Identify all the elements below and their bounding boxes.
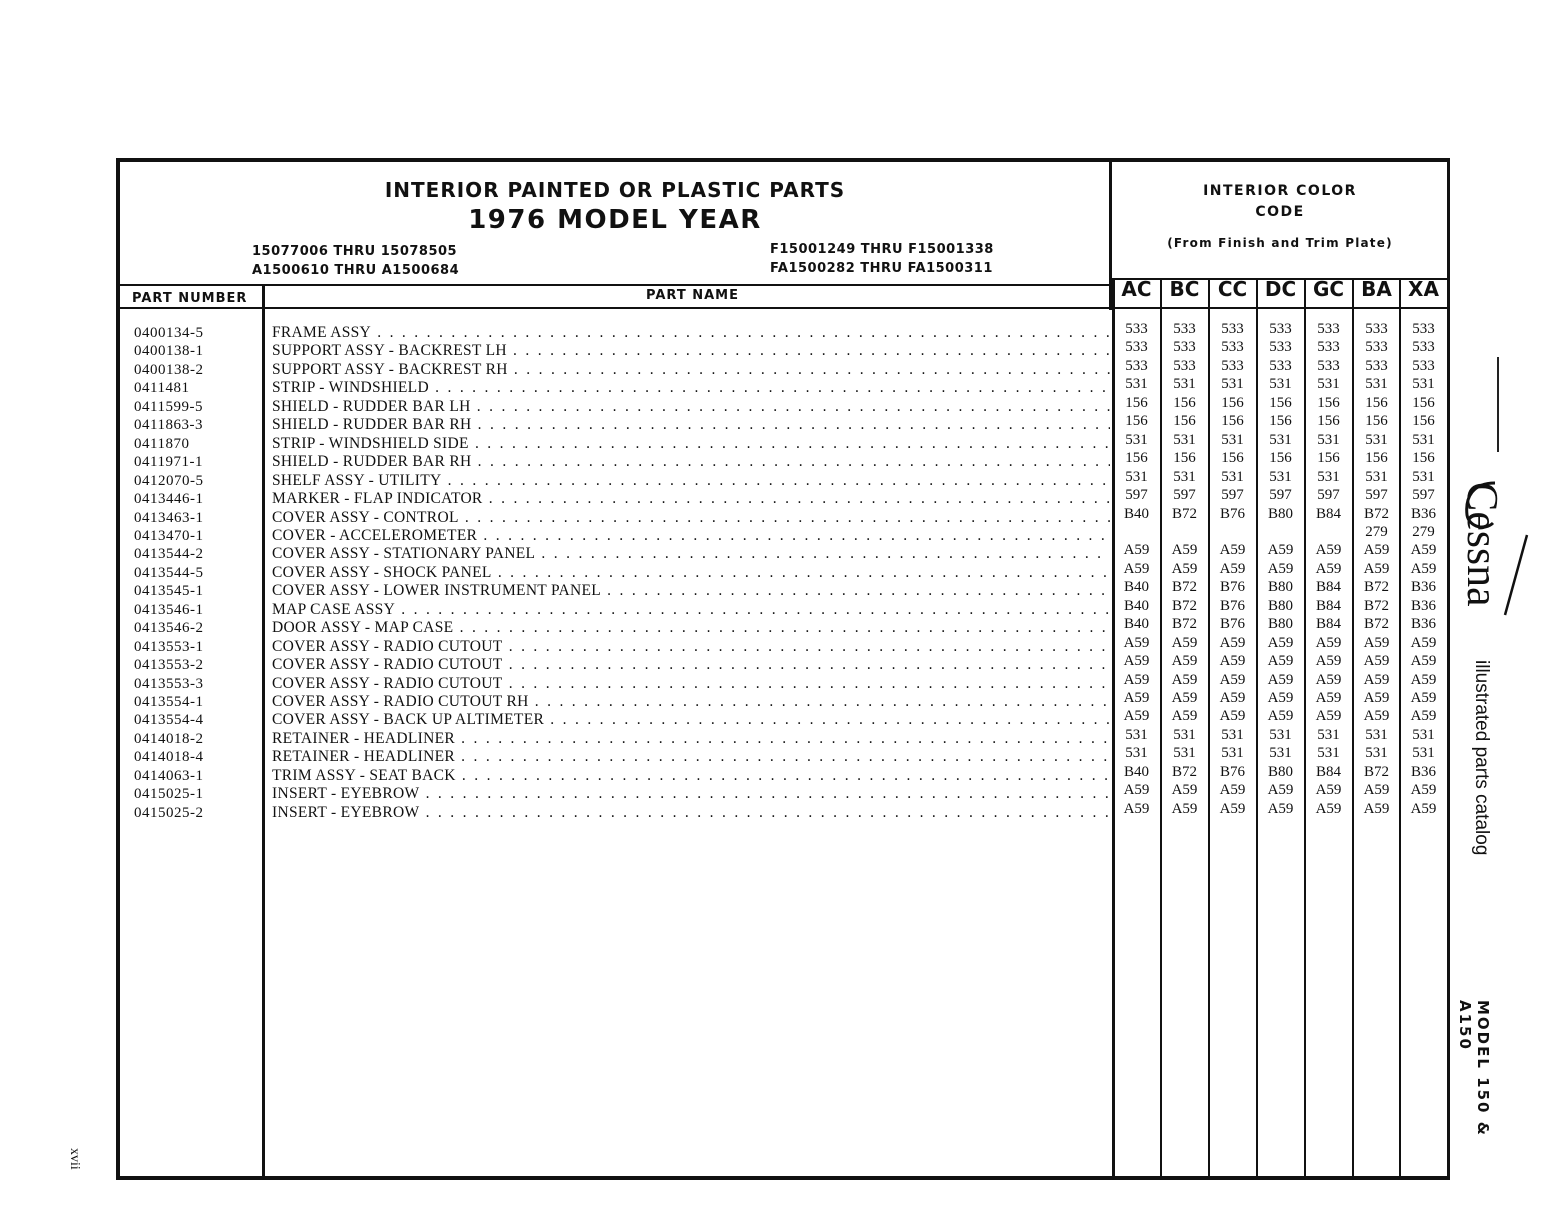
color-code-cell-bc: A59: [1171, 690, 1198, 706]
color-code-cell-ac: A59: [1123, 653, 1150, 670]
code-header-ba: BA: [1361, 277, 1392, 301]
color-code-cell-ba: B72: [1363, 579, 1389, 596]
color-code-cell-dc: A59: [1267, 708, 1294, 725]
color-code-cell-ac: A59: [1123, 542, 1150, 559]
color-code-cell-cc: 531: [1221, 468, 1244, 485]
color-code-cell-cc: A59: [1219, 708, 1246, 725]
color-code-cell-ac: 156: [1125, 450, 1148, 467]
color-code-cell-gc: B84: [1315, 616, 1341, 633]
color-code-cell-dc: 531: [1269, 726, 1292, 743]
part-name-cell: RETAINER - HEADLINER . . .: [272, 730, 1110, 748]
color-code-title: INTERIOR COLOR: [1203, 183, 1357, 199]
part-number-cell: 0415025-2: [134, 804, 204, 821]
part-number-cell: 0413446-1: [134, 491, 204, 508]
color-code-cell-cc: B76: [1219, 505, 1245, 522]
color-code-cell-gc: B84: [1315, 763, 1341, 780]
code-header-dc: DC: [1264, 277, 1297, 301]
part-number-cell: 0413546-1: [134, 601, 204, 618]
part-name-cell: COVER ASSY - RADIO CUTOUT . . .: [272, 638, 1110, 656]
color-code-cell-ba: B72: [1363, 505, 1389, 522]
color-code-cell-xa: 279: [1412, 523, 1435, 540]
color-code-cell-cc: 597: [1221, 487, 1244, 504]
color-code-cell-cc: A59: [1219, 634, 1246, 651]
color-code-cell-dc: A59: [1267, 653, 1294, 670]
color-code-cell-xa: A59: [1410, 653, 1437, 670]
color-code-cell-gc: 533: [1317, 339, 1340, 356]
part-number-cell: 0413553-1: [134, 638, 204, 655]
part-number-cell: 0413554-1: [134, 694, 204, 710]
part-number-cell: 0413553-2: [134, 657, 204, 674]
color-code-cell-cc: B76: [1219, 616, 1245, 633]
color-code-cell-xa: 533: [1412, 357, 1435, 374]
color-code-cell-cc: A59: [1219, 800, 1246, 817]
color-code-cell-bc: A59: [1171, 542, 1198, 559]
part-name-cell: COVER ASSY - STATIONARY PANEL . . .: [272, 545, 1110, 563]
serial-range-2: A1500610 THRU A1500684: [252, 263, 460, 278]
color-code-cell-dc: 533: [1269, 357, 1292, 374]
color-code-cell-ba: 597: [1365, 487, 1388, 504]
part-number-cell: 0400138-1: [134, 343, 204, 360]
color-code-cell-dc: A59: [1267, 671, 1294, 688]
part-number-cell: 0414018-4: [134, 749, 204, 766]
color-code-cell-bc: A59: [1171, 708, 1198, 725]
color-code-cell-gc: 156: [1317, 413, 1340, 430]
color-code-cell-dc: A59: [1267, 634, 1294, 651]
color-code-cell-ac: 533: [1125, 357, 1148, 374]
color-code-cell-gc: A59: [1315, 671, 1342, 688]
part-number-cell: 0414018-2: [134, 730, 204, 747]
color-code-cell-gc: A59: [1315, 542, 1342, 559]
part-name-cell: RETAINER - HEADLINER . . .: [272, 748, 1110, 766]
part-name-cell: SUPPORT ASSY - BACKREST RH . . .: [272, 361, 1110, 379]
color-code-cell-xa: 531: [1412, 745, 1435, 762]
color-code-cell-ac: B40: [1123, 616, 1149, 633]
color-code-cell-bc: 533: [1173, 357, 1196, 374]
color-code-cell-bc: 533: [1173, 339, 1196, 356]
color-code-cell-gc: 156: [1317, 394, 1340, 411]
color-code-cell-cc: 531: [1221, 431, 1244, 448]
color-code-cell-ba: 533: [1365, 357, 1388, 374]
color-code-cell-bc: A59: [1171, 671, 1198, 688]
color-code-cell-cc: 156: [1221, 413, 1244, 430]
part-number-cell: 0415025-1: [134, 786, 204, 803]
color-code-cell-xa: 597: [1412, 487, 1435, 504]
part-number-cell: 0413554-4: [134, 712, 204, 729]
color-code-cell-xa: A59: [1410, 542, 1437, 559]
part-name-cell: SHIELD - RUDDER BAR RH . . .: [272, 416, 1110, 434]
color-code-cell-ac: B40: [1123, 579, 1149, 596]
part-number-cell: 0413470-1: [134, 527, 204, 544]
part-name-cell: SHIELD - RUDDER BAR RH . . .: [272, 453, 1110, 471]
color-code-cell-gc: 533: [1317, 357, 1340, 374]
color-code-cell-cc: A59: [1219, 671, 1246, 688]
color-code-cell-xa: 531: [1412, 726, 1435, 743]
color-code-cell-ac: A59: [1123, 782, 1150, 799]
code-header-ac: AC: [1121, 277, 1152, 301]
color-code-cell-dc: A59: [1267, 800, 1294, 817]
serial-range-3: F15001249 THRU F15001338: [770, 242, 994, 257]
part-name-cell: COVER ASSY - RADIO CUTOUT . . .: [272, 675, 1110, 693]
part-number-cell: 0412070-5: [134, 472, 204, 489]
part-name-cell: FRAME ASSY . . .: [272, 324, 1110, 342]
divider-header-bottom: [118, 284, 1111, 286]
color-code-cell-ba: A59: [1363, 782, 1390, 799]
color-code-cell-ba: A59: [1363, 653, 1390, 670]
color-code-cell-gc: 597: [1317, 487, 1340, 504]
color-code-cell-dc: A59: [1267, 782, 1294, 799]
color-code-cell-cc: 533: [1221, 321, 1244, 337]
part-name-cell: SHELF ASSY - UTILITY . . .: [272, 472, 1110, 490]
serial-range-4: FA1500282 THRU FA1500311: [770, 261, 993, 276]
color-code-cell-dc: B80: [1267, 505, 1293, 522]
color-code-cell-xa: 531: [1412, 468, 1435, 485]
color-code-cell-ac: 531: [1125, 745, 1148, 762]
color-code-cell-bc: B72: [1171, 579, 1197, 596]
color-code-cell-bc: B72: [1171, 763, 1197, 780]
color-code-cell-ba: 533: [1365, 339, 1388, 356]
color-code-cell-ba: A59: [1363, 690, 1390, 706]
part-name-cell: DOOR ASSY - MAP CASE . . .: [272, 619, 1110, 637]
color-code-cell-dc: A59: [1267, 690, 1294, 706]
part-number-cell: 0400138-2: [134, 361, 204, 378]
part-name-cell: INSERT - EYEBROW . . .: [272, 785, 1110, 803]
color-code-cell-gc: 156: [1317, 450, 1340, 467]
color-code-cell-ba: A59: [1363, 560, 1390, 577]
color-code-cell-bc: 156: [1173, 450, 1196, 467]
color-code-cell-dc: 156: [1269, 450, 1292, 467]
part-number-cell: 0411863-3: [134, 417, 203, 434]
color-code-cell-ba: 533: [1365, 321, 1388, 337]
color-code-cell-cc: 533: [1221, 339, 1244, 356]
color-code-cell-ac: 597: [1125, 487, 1148, 504]
color-code-cell-bc: B72: [1171, 505, 1197, 522]
color-code-cell-gc: A59: [1315, 653, 1342, 670]
code-header-xa: XA: [1408, 277, 1439, 301]
color-code-cell-cc: B76: [1219, 763, 1245, 780]
model-year-title: 1976 MODEL YEAR: [468, 205, 762, 235]
color-code-cell-bc: A59: [1171, 800, 1198, 817]
color-code-cell-gc: 531: [1317, 726, 1340, 743]
color-code-cell-cc: 156: [1221, 450, 1244, 467]
part-number-cell: 0400134-5: [134, 325, 204, 341]
color-code-cell-ba: 531: [1365, 376, 1388, 393]
color-code-cell-xa: A59: [1410, 560, 1437, 577]
color-code-cell-dc: A59: [1267, 560, 1294, 577]
color-code-cell-dc: B80: [1267, 579, 1293, 596]
color-code-cell-cc: B76: [1219, 579, 1245, 596]
color-code-cell-ba: 156: [1365, 450, 1388, 467]
color-code-cell-dc: B80: [1267, 763, 1293, 780]
color-code-cell-xa: 531: [1412, 431, 1435, 448]
color-code-cell-bc: 531: [1173, 726, 1196, 743]
color-code-cell-gc: 531: [1317, 745, 1340, 762]
color-code-cell-ac: 533: [1125, 321, 1148, 337]
color-code-cell-dc: 531: [1269, 468, 1292, 485]
part-number-cell: 0411971-1: [134, 454, 203, 471]
part-number-cell: 0413463-1: [134, 509, 204, 526]
part-name-cell: MAP CASE ASSY . . .: [272, 601, 1110, 619]
part-number-cell: 0413544-5: [134, 564, 204, 581]
part-name-cell: STRIP - WINDSHIELD SIDE . . .: [272, 435, 1110, 453]
color-code-cell-xa: B36: [1410, 579, 1436, 596]
color-code-cell-dc: 531: [1269, 376, 1292, 393]
color-code-cell-xa: 533: [1412, 339, 1435, 356]
color-code-cell-cc: A59: [1219, 560, 1246, 577]
part-name-header: PART NAME: [646, 288, 739, 303]
color-code-cell-xa: A59: [1410, 634, 1437, 651]
color-code-cell-cc: 531: [1221, 745, 1244, 762]
color-code-cell-xa: A59: [1410, 800, 1437, 817]
part-number-cell: 0411870: [134, 435, 190, 452]
part-name-cell: INSERT - EYEBROW . . .: [272, 804, 1110, 822]
color-code-cell-bc: 531: [1173, 745, 1196, 762]
part-name-cell: COVER ASSY - SHOCK PANEL . . .: [272, 564, 1110, 582]
color-code-cell-xa: 156: [1412, 450, 1435, 467]
color-code-cell-ba: A59: [1363, 634, 1390, 651]
color-code-cell-cc: B76: [1219, 597, 1245, 614]
color-code-cell-ac: A59: [1123, 800, 1150, 817]
color-code-cell-bc: 156: [1173, 413, 1196, 430]
color-code-cell-xa: 156: [1412, 394, 1435, 411]
color-code-cell-bc: 531: [1173, 431, 1196, 448]
color-code-cell-ac: A59: [1123, 708, 1150, 725]
part-number-cell: 0413546-2: [134, 620, 204, 637]
color-code-cell-bc: A59: [1171, 634, 1198, 651]
color-code-cell-xa: A59: [1410, 782, 1437, 799]
color-code-cell-ba: A59: [1363, 800, 1390, 817]
serial-range-1: 15077006 THRU 15078505: [252, 244, 458, 259]
color-code-cell-bc: 156: [1173, 394, 1196, 411]
color-code-cell-ac: A59: [1123, 690, 1150, 706]
part-name-cell: TRIM ASSY - SEAT BACK . . .: [272, 767, 1110, 785]
color-code-cell-ba: 531: [1365, 726, 1388, 743]
color-code-cell-gc: B84: [1315, 579, 1341, 596]
color-code-cell-gc: A59: [1315, 560, 1342, 577]
color-code-cell-gc: 531: [1317, 468, 1340, 485]
color-code-cell-ac: 531: [1125, 726, 1148, 743]
code-header-cc: CC: [1217, 277, 1248, 301]
col-line-partnumber: [262, 285, 265, 1178]
color-code-cell-dc: 531: [1269, 431, 1292, 448]
color-code-cell-cc: A59: [1219, 542, 1246, 559]
part-name-cell: STRIP - WINDSHIELD . . .: [272, 379, 1110, 397]
page-number: xvii: [67, 1148, 82, 1170]
color-code-cell-dc: 533: [1269, 339, 1292, 356]
part-number-cell: 0414063-1: [134, 767, 204, 784]
table-title: INTERIOR PAINTED OR PLASTIC PARTS: [384, 178, 846, 202]
color-code-cell-bc: 531: [1173, 468, 1196, 485]
color-code-cell-ba: 279: [1365, 523, 1388, 540]
color-code-cell-dc: B80: [1267, 597, 1293, 614]
color-code-cell-gc: 531: [1317, 431, 1340, 448]
color-code-cell-gc: A59: [1315, 800, 1342, 817]
part-name-cell: SHIELD - RUDDER BAR LH . . .: [272, 398, 1110, 416]
part-number-cell: 0411481: [134, 380, 190, 397]
part-name-cell: COVER - ACCELEROMETER . . .: [272, 527, 1110, 545]
color-code-cell-ac: B40: [1123, 763, 1149, 780]
color-code-cell-bc: 533: [1173, 321, 1196, 337]
color-code-cell-dc: 533: [1269, 321, 1292, 337]
color-code-cell-xa: B36: [1410, 597, 1436, 614]
brand-wordmark: Cessna: [1458, 482, 1507, 607]
color-code-cell-xa: A59: [1410, 690, 1437, 706]
color-code-cell-ac: B40: [1123, 505, 1149, 522]
color-code-cell-xa: B36: [1410, 763, 1436, 780]
divider-colhdr-bottom: [118, 307, 1448, 309]
color-code-cell-ac: A59: [1123, 560, 1150, 577]
color-code-cell-xa: A59: [1410, 671, 1437, 688]
color-code-cell-ac: B40: [1123, 597, 1149, 614]
color-code-cell-dc: A59: [1267, 542, 1294, 559]
part-name-cell: SUPPORT ASSY - BACKREST LH . . .: [272, 342, 1110, 360]
part-number-cell: 0413553-3: [134, 675, 204, 692]
color-code-cell-ac: 531: [1125, 376, 1148, 393]
color-code-cell-ba: A59: [1363, 542, 1390, 559]
color-code-cell-dc: B80: [1267, 616, 1293, 633]
color-code-cell-gc: A59: [1315, 708, 1342, 725]
color-code-cell-gc: B84: [1315, 505, 1341, 522]
color-code-cell-gc: A59: [1315, 690, 1342, 706]
color-code-cell-ba: B72: [1363, 763, 1389, 780]
side-rule: [1497, 357, 1499, 452]
color-code-cell-xa: B36: [1410, 505, 1436, 522]
color-code-cell-ba: B72: [1363, 597, 1389, 614]
color-code-cell-xa: 533: [1412, 321, 1435, 337]
color-code-cell-ac: 533: [1125, 339, 1148, 356]
color-code-cell-ba: B72: [1363, 616, 1389, 633]
color-code-cell-cc: A59: [1219, 653, 1246, 670]
color-code-cell-ba: 531: [1365, 468, 1388, 485]
color-code-cell-ba: 156: [1365, 413, 1388, 430]
color-code-cell-dc: 597: [1269, 487, 1292, 504]
color-code-cell-xa: 531: [1412, 376, 1435, 393]
code-header-gc: GC: [1312, 277, 1345, 301]
code-header-bc: BC: [1169, 277, 1200, 301]
color-code-cell-ac: 156: [1125, 394, 1148, 411]
color-code-cell-cc: 156: [1221, 394, 1244, 411]
color-code-cell-gc: 533: [1317, 321, 1340, 337]
part-name-cell: COVER ASSY - CONTROL . . .: [272, 509, 1110, 527]
color-code-cell-ac: 156: [1125, 413, 1148, 430]
color-code-cell-dc: 156: [1269, 394, 1292, 411]
color-code-cell-gc: 531: [1317, 376, 1340, 393]
part-number-cell: 0413544-2: [134, 546, 204, 563]
color-code-cell-bc: 597: [1173, 487, 1196, 504]
color-code-title-2: CODE: [1255, 204, 1305, 220]
color-code-cell-cc: 531: [1221, 376, 1244, 393]
part-number-header: PART NUMBER: [132, 291, 248, 306]
color-code-cell-cc: 531: [1221, 726, 1244, 743]
part-name-cell: COVER ASSY - LOWER INSTRUMENT PANEL . . .: [272, 582, 1110, 600]
color-code-cell-ba: A59: [1363, 671, 1390, 688]
color-code-cell-gc: B84: [1315, 597, 1341, 614]
color-code-cell-ba: A59: [1363, 708, 1390, 725]
color-code-cell-cc: 533: [1221, 357, 1244, 374]
color-code-cell-bc: A59: [1171, 560, 1198, 577]
color-code-cell-ba: 156: [1365, 394, 1388, 411]
color-code-cell-bc: B72: [1171, 616, 1197, 633]
part-name-cell: MARKER - FLAP INDICATOR . . .: [272, 490, 1110, 508]
color-code-cell-xa: B36: [1410, 616, 1436, 633]
color-code-cell-gc: A59: [1315, 782, 1342, 799]
color-code-cell-ba: 531: [1365, 745, 1388, 762]
color-code-cell-ac: A59: [1123, 671, 1150, 688]
catalog-label: illustrated parts catalog: [1471, 660, 1492, 856]
color-code-cell-bc: 531: [1173, 376, 1196, 393]
model-label: MODEL 150 & A150: [1456, 1000, 1492, 1137]
color-code-cell-gc: A59: [1315, 634, 1342, 651]
color-code-cell-dc: 156: [1269, 413, 1292, 430]
part-name-cell: COVER ASSY - RADIO CUTOUT . . .: [272, 656, 1110, 674]
color-code-cell-ba: 531: [1365, 431, 1388, 448]
color-code-cell-bc: A59: [1171, 782, 1198, 799]
color-code-cell-xa: A59: [1410, 708, 1437, 725]
color-code-cell-bc: B72: [1171, 597, 1197, 614]
color-code-cell-cc: A59: [1219, 782, 1246, 799]
color-code-subtitle: (From Finish and Trim Plate): [1167, 236, 1393, 250]
color-code-cell-dc: 531: [1269, 745, 1292, 762]
color-code-cell-xa: 156: [1412, 413, 1435, 430]
part-name-cell: COVER ASSY - BACK UP ALTIMETER . . .: [272, 711, 1110, 729]
part-name-cell: COVER ASSY - RADIO CUTOUT RH . . .: [272, 693, 1110, 711]
color-code-cell-cc: A59: [1219, 690, 1246, 706]
color-code-cell-ac: A59: [1123, 634, 1150, 651]
color-code-cell-ac: 531: [1125, 468, 1148, 485]
color-code-cell-bc: A59: [1171, 653, 1198, 670]
color-code-cell-ac: 531: [1125, 431, 1148, 448]
part-number-cell: 0413545-1: [134, 583, 204, 600]
part-number-cell: 0411599-5: [134, 398, 203, 415]
